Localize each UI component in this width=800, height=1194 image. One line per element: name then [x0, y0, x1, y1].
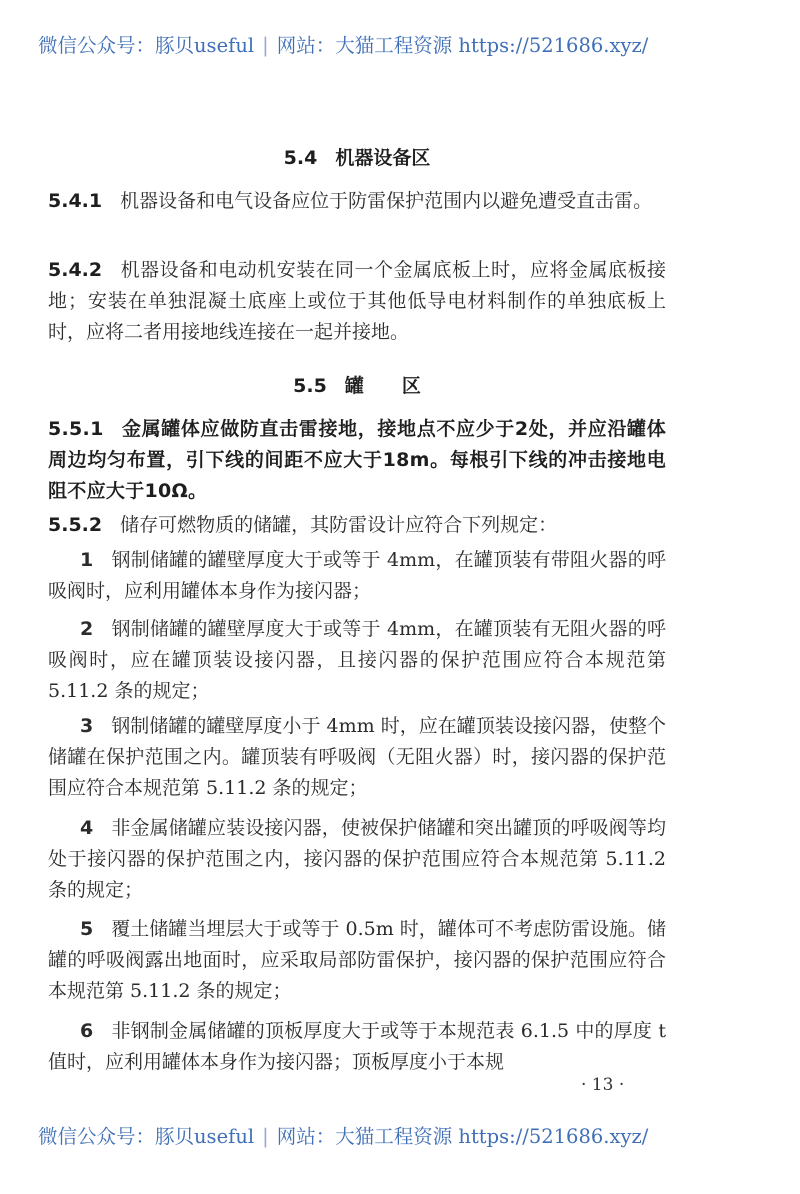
clause-id: 5.4.1 [48, 190, 103, 212]
clause-5-4-1 [48, 186, 666, 217]
section-heading-5-4 [48, 143, 666, 170]
clause-text: 金属罐体应做防直击雷接地，接地点不应少于2处，并应沿罐体周边均匀布置，引下线的间距不应大于18m。每根引下线的冲击接地电阻不应大于10Ω。 [48, 418, 666, 502]
item-text: 非金属储罐应装设接闪器，使被保护储罐和突出罐顶的呼吸阀等均处于接闪器的保护范围之内，接闪器的保护范围应符合本规范第 5.11.2 条的规定； [48, 817, 666, 901]
clause-5-5-2 [48, 510, 666, 541]
watermark-site: 网站：大猫工程资源 https://521686.xyz/ [276, 34, 649, 57]
list-item-6 [48, 1016, 666, 1078]
list-item-3 [48, 711, 666, 804]
clause-5-4-2 [48, 255, 666, 348]
item-text: 非钢制金属储罐的顶板厚度大于或等于本规范表 6.1.5 中的厚度 t 值时，应利用罐体本身作为接闪器；顶板厚度小于本规 [48, 1020, 666, 1073]
item-number: 4 [80, 817, 94, 839]
clause-5-5-1 [48, 414, 666, 507]
section-title: 机器设备区 [335, 147, 431, 169]
item-text: 覆土储罐当埋层大于或等于 0.5m 时，罐体可不考虑防雷设施。储罐的呼吸阀露出地面时，应采取局部防雷保护，接闪器的保护范围应符合本规范第 5.11.2 条的规定； [48, 918, 666, 1002]
item-number: 1 [80, 549, 94, 571]
watermark-site: 网站：大猫工程资源 https://521686.xyz/ [276, 1125, 649, 1148]
watermark-separator: | [262, 34, 269, 57]
clause-text: 机器设备和电动机安装在同一个金属底板上时，应将金属底板接地；安装在单独混凝土底座上或位于其他低导电材料制作的单独底板上时，应将二者用接地线连接在一起并接地。 [48, 259, 666, 343]
list-item-2 [48, 614, 666, 707]
clause-id: 5.4.2 [48, 259, 103, 281]
watermark-wechat: 微信公众号：豚贝useful [38, 34, 255, 57]
item-number: 5 [80, 918, 94, 940]
item-number: 6 [80, 1020, 94, 1042]
item-text: 钢制储罐的罐壁厚度大于或等于 4mm，在罐顶装有无阻火器的呼吸阀时，应在罐顶装设接闪器，且接闪器的保护范围应符合本规范第 5.11.2 条的规定； [48, 618, 666, 702]
section-heading-5-5 [48, 371, 666, 398]
section-number: 5.4 [283, 147, 318, 169]
list-item-1 [48, 545, 666, 607]
clause-text: 机器设备和电气设备应位于防雷保护范围内以避免遭受直击雷。 [120, 190, 653, 212]
clause-id: 5.5.1 [48, 418, 104, 440]
watermark-header [38, 30, 778, 58]
list-item-5 [48, 914, 666, 1007]
clause-text: 储存可燃物质的储罐，其防雷设计应符合下列规定： [120, 514, 558, 536]
watermark-footer [38, 1121, 778, 1149]
watermark-separator: | [262, 1125, 269, 1148]
section-title: 罐 区 [344, 375, 421, 397]
item-text: 钢制储罐的罐壁厚度大于或等于 4mm，在罐顶装有带阻火器的呼吸阀时，应利用罐体本身作为接闪器； [48, 549, 666, 602]
list-item-4 [48, 813, 666, 906]
item-text: 钢制储罐的罐壁厚度小于 4mm 时，应在罐顶装设接闪器，使整个储罐在保护范围之内。罐顶装有呼吸阀（无阻火器）时，接闪器的保护范围应符合本规范第 5.11.2 条的规定； [48, 715, 666, 799]
item-number: 3 [80, 715, 94, 737]
section-number: 5.5 [293, 375, 327, 397]
clause-id: 5.5.2 [48, 514, 103, 536]
item-number: 2 [80, 618, 94, 640]
watermark-wechat: 微信公众号：豚贝useful [38, 1125, 255, 1148]
page-number: · 13 · [581, 1075, 625, 1095]
